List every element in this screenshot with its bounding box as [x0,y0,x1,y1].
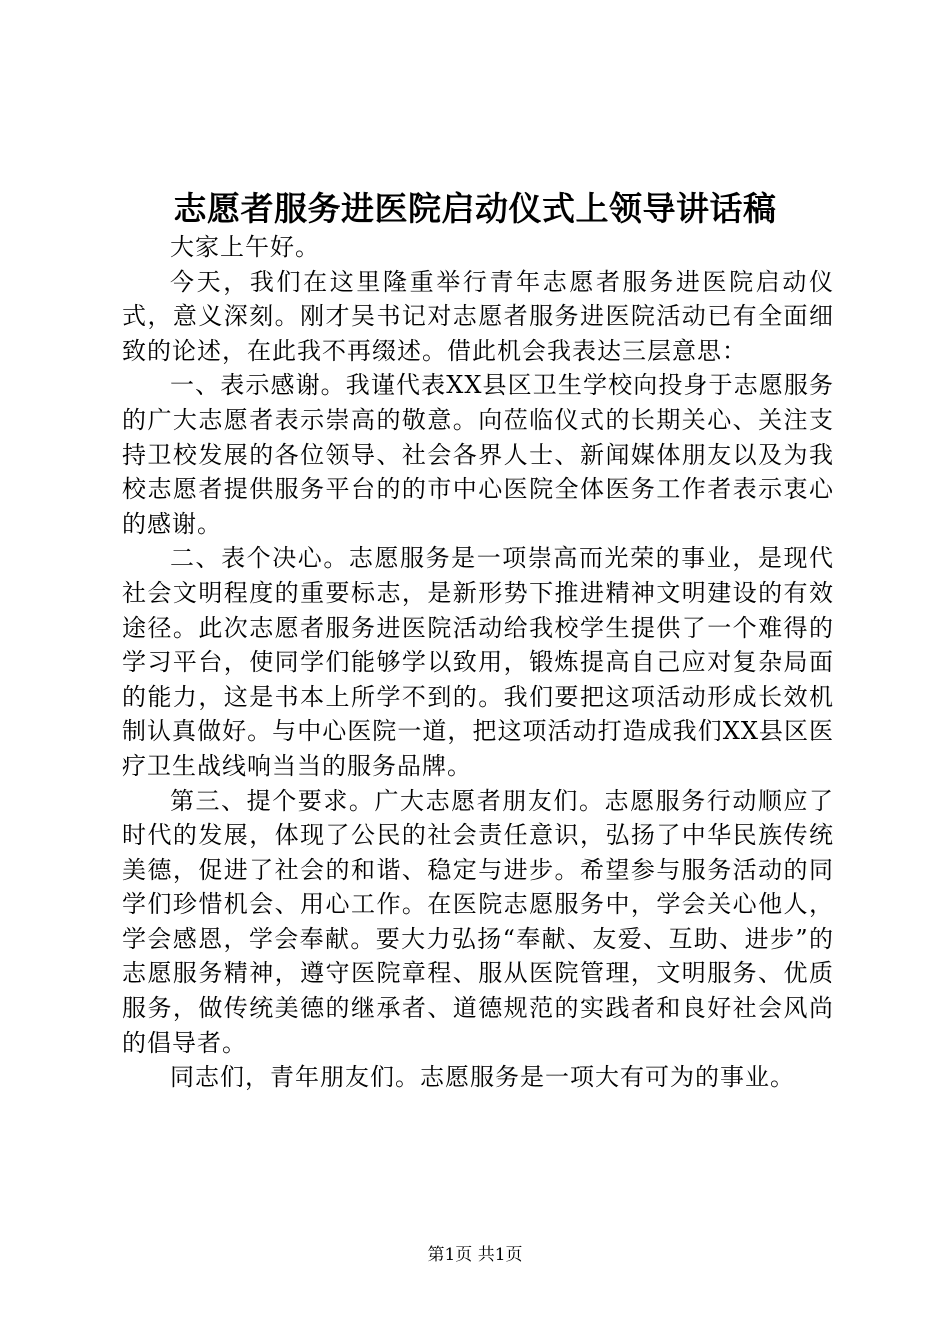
document-body [122,230,834,1095]
paragraph-thanks: 一、表示感谢。我谨代表XX县区卫生学校向投身于志愿服务的广大志愿者表示崇高的敬意。向莅临仪式的长期关心、关注支持卫校发展的各位领导、社会各界人士、新闻媒体朋友以及为我校志愿者提供服务平台的的市中心医院全体医务工作者表示衷心的感谢。 [122,371,834,538]
paragraph-greeting: 大家上午好。 [170,233,320,261]
paragraph-requirements: 第三、提个要求。广大志愿者朋友们。志愿服务行动顺应了时代的发展，体现了公民的社会责任意识，弘扬了中华民族传统美德，促进了社会的和谐、稳定与进步。希望参与服务活动的同学们珍惜机会、用心工作。在医院志愿服务中，学会关心他人，学会感恩，学会奉献。要大力弘扬“奉献、友爱、互助、进步”的志愿服务精神，遵守医院章程、服从医院管理，文明服务、优质服务，做传统美德的继承者、道德规范的实践者和良好社会风尚的倡导者。 [122,786,834,1057]
page-footer: 第1页 共1页 [427,1245,523,1265]
paragraph-resolution: 二、表个决心。志愿服务是一项崇高而光荣的事业，是现代社会文明程度的重要标志，是新形势下推进精神文明建设的有效途径。此次志愿者服务进医院活动给我校学生提供了一个难得的学习平台，使同学们能够学以致用，锻炼提高自己应对复杂局面的能力，这是书本上所学不到的。我们要把这项活动形成长效机制认真做好。与中心医院一道，把这项活动打造成我们XX县区医疗卫生战线响当当的服务品牌。 [122,544,834,780]
document-title: 志愿者服务进医院启动仪式上领导讲话稿 [173,189,777,228]
paragraph-closing: 同志们，青年朋友们。志愿服务是一项大有可为的事业。 [170,1063,795,1092]
paragraph-intro: 今天，我们在这里隆重举行青年志愿者服务进医院启动仪式，意义深刻。刚才吴书记对志愿者服务进医院活动已有全面细致的论述，在此我不再缀述。借此机会我表达三层意思： [122,267,834,365]
